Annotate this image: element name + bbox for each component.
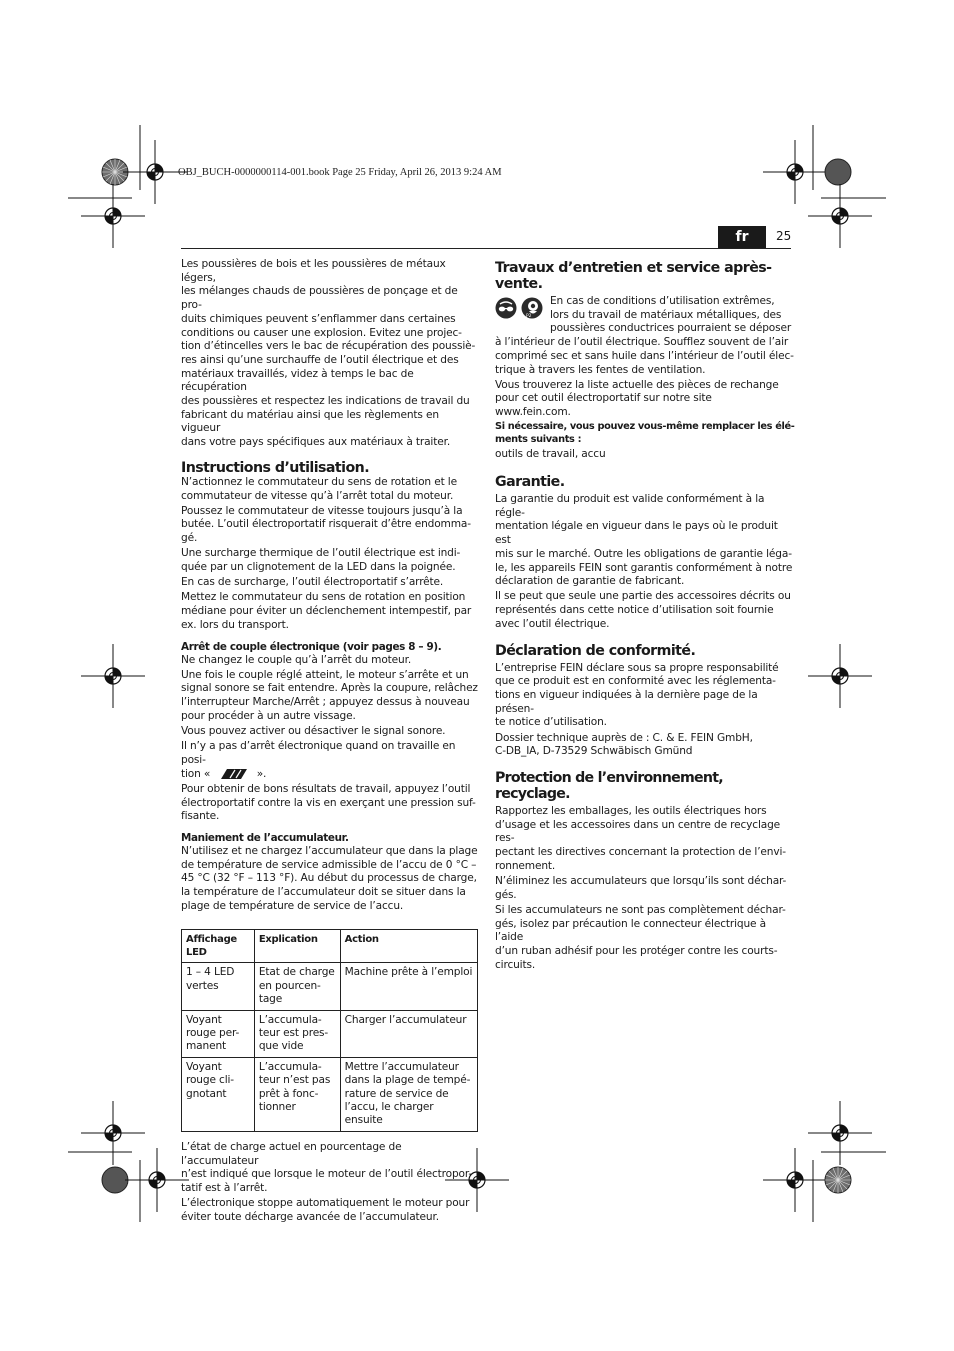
warranty-paragraph: Il se peut que seule une partie des accessoires décrits ou représentés dans cette notice d’utilisation soit fournie avec l’outil électrique. xyxy=(495,590,791,630)
maintenance-paragraph: à l’intérieur de l’outil électrique. Soufflez souvent de l’air comprimé sec et sans huile dans l’intérieur de l’outil élec- trique à travers les fentes de ventilation. xyxy=(495,336,794,376)
maintenance-icon-paragraph: En cas de conditions d’utilisation extrêmes, lors du travail de matériaux métalliques, des poussières conductrices pourraient se déposer xyxy=(550,295,792,335)
spare-parts-paragraph: Vous trouverez la liste actuelle des pièces de rechange pour cet outil électroportatif sur notre site www.fein.com. xyxy=(495,378,779,419)
table-cell: Charger l’accumulateur xyxy=(340,1010,477,1057)
warranty-heading: Garantie. xyxy=(495,474,565,491)
file-slug: OBJ_BUCH-0000000114-001.book Page 25 Friday, April 26, 2013 9:24 AM xyxy=(178,167,502,178)
svg-text:P2: P2 xyxy=(526,314,532,319)
battery-heading: Maniement de l’accumulateur. xyxy=(181,832,349,845)
page-number: 25 xyxy=(776,229,792,243)
table-header-cell: Action xyxy=(340,929,477,963)
conformity-paragraph: Dossier technique auprès de : C. & E. FEIN GmbH, C-DB_IA, D-73529 Schwäbisch Gmünd xyxy=(495,731,753,758)
table-cell: L’accumula- teur est pres- que vide xyxy=(254,1010,340,1057)
torque-paragraph: Vous pouvez activer ou désactiver le signal sonore. xyxy=(181,725,446,738)
battery-paragraph: N’utilisez et ne chargez l’accumulateur que dans la plage de température de service admissible de l’accu de 0 °C – 45 °C (32 °F – 113 °F). Au début du processus de charge, la température de l’accumulateur doit se situer dans la plage de température de service de l’accu. xyxy=(181,845,478,912)
table-cell: Voyant rouge per- manent xyxy=(182,1010,255,1057)
left-column xyxy=(181,258,481,1226)
after-table-paragraph: L’électronique stoppe automatiquement le moteur pour éviter toute décharge avancée de l’accumulateur. xyxy=(181,1197,470,1223)
table-cell: 1 – 4 LED vertes xyxy=(182,963,255,1010)
table-header-cell: Affichage LED xyxy=(182,929,255,963)
conformity-paragraph: L’entreprise FEIN déclare sous sa propre responsabilité que ce produit est en conformité avec les réglementa- tions en vigueur indiquées à la dernière page de la présen- te notice d’utilisation. xyxy=(495,661,779,729)
dust-mask-icon xyxy=(521,297,543,319)
torque-heading: Arrêt de couple électronique (voir pages 8 – 9). xyxy=(181,640,442,653)
table-row xyxy=(182,963,478,1010)
instructions-paragraph: Poussez le commutateur de vitesse toujours jusqu’à la butée. L’outil électroportatif risquerait d’être endomma- gé. xyxy=(181,504,471,545)
table-cell: L’accumula- teur n’est pas prêt à fonc- tionner xyxy=(254,1057,340,1131)
torque-paragraph: Une fois le couple réglé atteint, le moteur s’arrête et un signal sonore se fait entendre. Après la coupure, relâchez l’interrupteur Marche/Arrêt ; appuyez dessus à nouveau pour procéder à un autre vissage. xyxy=(181,668,478,722)
led-table xyxy=(181,929,478,1132)
header-rule xyxy=(181,248,791,249)
environment-paragraph: Si les accumulateurs ne sont pas complètement déchar- gés, isolez par précaution le connecteur électrique à l’aide d’un ruban adhésif pour les protéger contre les courts- circuits. xyxy=(495,903,786,971)
environment-paragraph: N’éliminez les accumulateurs que lorsqu’ils sont déchar- gés. xyxy=(495,875,787,901)
table-cell: Etat de charge en pourcen- tage xyxy=(254,963,340,1010)
right-column xyxy=(495,260,795,974)
conformity-heading: Déclaration de conformité. xyxy=(495,642,696,659)
environment-heading: Protection de l’environnement, recyclage. xyxy=(495,769,723,802)
maintenance-heading: Travaux d’entretien et service après- vente. xyxy=(495,260,772,292)
eye-protection-icon xyxy=(495,297,517,319)
table-cell: Mettre l’accumulateur dans la plage de tempé- rature de service de l’accu, le charger ensuite xyxy=(340,1057,477,1131)
table-row xyxy=(182,1010,478,1057)
drill-mode-icon xyxy=(213,769,253,779)
environment-paragraph: Rapportez les emballages, les outils électriques hors d’usage et les accessoires dans un centre de recyclage res- pectant les directives concernant la protection de l’envi- ronnement. xyxy=(495,804,786,872)
torque-paragraph: Ne changez le couple qu’à l’arrêt du moteur. xyxy=(181,653,412,666)
table-header-row xyxy=(182,929,478,963)
instructions-paragraph: N’actionnez le commutateur du sens de rotation et le commutateur de vitesse qu’à l’arrêt total du moteur. xyxy=(181,475,457,502)
table-cell: Machine prête à l’emploi xyxy=(340,963,477,1010)
language-tab: fr xyxy=(718,226,766,248)
replace-parts-heading: Si nécessaire, vous pouvez vous-même remplacer les élé- ments suivants : xyxy=(495,421,795,445)
instructions-paragraph: Une surcharge thermique de l’outil électrique est indi- quée par un clignotement de la LED dans la poignée. xyxy=(181,547,461,574)
intro-paragraph: Les poussières de bois et les poussières de métaux légers, les mélanges chauds de poussières de ponçage et de pro- duits chimiques peuvent s’enflammer dans certaines conditions ou causer une explosion. Evitez une projec- tion d’étincelles vers le bac de récupération des poussiè- res ainsi qu’une surchauffe de l’outil électrique et des matériaux travaillés, videz à temps le bac de récupération des poussières et respectez les indications de travail du fabricant du matériau ainsi que les règlements en vigueur dans votre pays spécifiques aux matériaux à traiter. xyxy=(181,258,476,449)
torque-position-paragraph: Il n’y a pas d’arrêt électronique quand on travaille en posi- tion « ». xyxy=(181,740,456,780)
instructions-paragraph: En cas de surcharge, l’outil électroportatif s’arrête. xyxy=(181,576,444,589)
replace-parts-list: outils de travail, accu xyxy=(495,448,606,461)
after-table-paragraph: L’état de charge actuel en pourcentage de l’accumulateur n’est indiqué que lorsque le moteur de l’outil électropor- tatif est à l’arrêt. xyxy=(181,1140,473,1194)
table-header-cell: Explication xyxy=(254,929,340,963)
instructions-paragraph: Mettez le commutateur du sens de rotation en position médiane pour éviter un déclenchement intempestif, par ex. lors du transport. xyxy=(181,591,472,631)
table-row xyxy=(182,1057,478,1131)
fein-website-link[interactable]: www.fein.com. xyxy=(495,406,571,419)
warranty-paragraph: La garantie du produit est valide conformément à la régle- mentation légale en vigueur dans le pays où le produit est mis sur le marché. Outre les obligations de garantie léga- le, les appareils FEIN sont garantis conformément à notre déclaration de garantie de fabricant. xyxy=(495,493,793,588)
table-cell: Voyant rouge cli- gnotant xyxy=(182,1057,255,1131)
instructions-heading: Instructions d’utilisation. xyxy=(181,459,370,476)
torque-paragraph: Pour obtenir de bons résultats de travail, appuyez l’outil électroportatif contre la vis en exerçant une pression suf- fisante. xyxy=(181,782,476,823)
maintenance-block xyxy=(495,295,795,377)
